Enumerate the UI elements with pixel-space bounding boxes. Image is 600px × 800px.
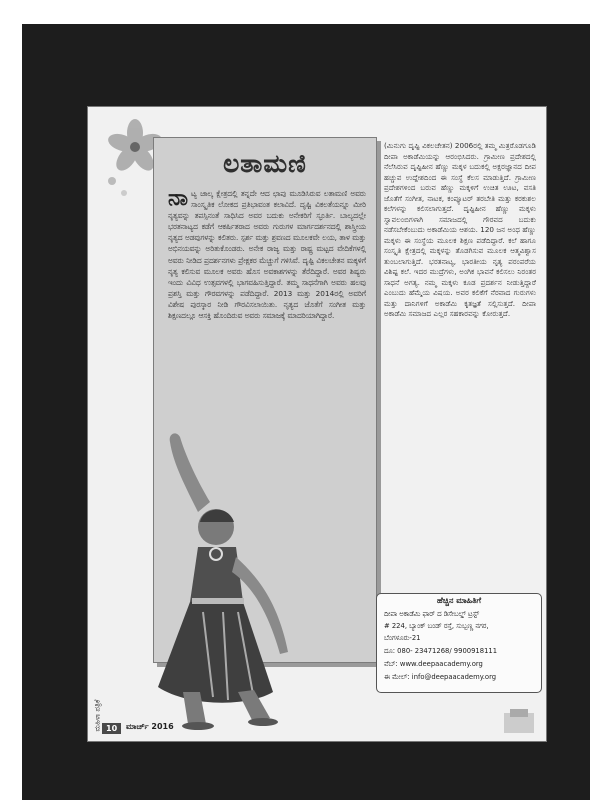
dancer-illustration-icon — [128, 362, 328, 732]
contact-phone: ದೂ: 080- 23471268/ 9900918111 — [384, 647, 498, 655]
article-right-column: (ಮಿನುಗು ದೃಷ್ಟಿ ವಿಕಲಚೇತನ) 2006ರಲ್ಲಿ ತಮ್ಮ ಮಿತ್ರರೊಡಗೂಡಿ ದೀಪಾ ಅಕಾಡೆಮಿಯನ್ನು ಆರಂಭಿಸಿದರು. ಗ್ರಾಮೀಣ ಪ್ರದೇಶದಲ್ಲಿ ನೆಲೆಸಿರುವ ದೃಷ್ಟಿಹೀನ ಹೆಣ್ಣು ಮಕ್ಕಳ ಬದುಕಲ್ಲಿ ಅಕ್ಷರಜ್ಞಾನದ ದೀಪ ಹಚ್ಚುವ ಉದ್ದೇಶದಿಂದ ಈ ಸಂಸ್ಥೆ ಕೆಲಸ ಮಾಡುತ್ತಿದೆ. ಗ್ರಾಮೀಣ ಪ್ರದೇಶಗಳಿಂದ ಬರುವ ಹೆಣ್ಣು ಮಕ್ಕಳಿಗೆ ಉಚಿತ ಊಟ, ವಸತಿ ಜೊತೆಗೆ ಸಂಗೀತ, ನಾಟಕ, ಕಂಪ್ಯೂಟರ್ ತರಬೇತಿ ಮತ್ತು ಕರಕುಶಲ ಕಲೆಗಳನ್ನು ಕಲಿಸಲಾಗುತ್ತದೆ. ದೃಷ್ಟಿಹೀನ ಹೆಣ್ಣು ಮಕ್ಕಳು ಸ್ವಾವಲಂಬಿಗಳಾಗಿ ಸಮಾಜದಲ್ಲಿ ಗೌರವದ ಬದುಕು ನಡೆಸಬೇಕೆಂಬುದು ಅಕಾಡೆಮಿಯ ಆಶಯ. 120 ಜನ ಅಂಧ ಹೆಣ್ಣು ಮಕ್ಕಳು ಈ ಸಂಸ್ಥೆಯ ಮೂಲಕ ಶಿಕ್ಷಣ ಪಡೆದಿದ್ದಾರೆ. ಕಲೆ ಹಾಗೂ ಸಂಸ್ಕೃತಿ ಕ್ಷೇತ್ರದಲ್ಲಿ ಮಕ್ಕಳನ್ನು ತೊಡಗಿಸುವ ಮೂಲಕ ಆತ್ಮವಿಶ್ವಾಸ ತುಂಬಲಾಗುತ್ತಿದೆ. ಭರತನಾಟ್ಯ, ಭಾರತೀಯ ನೃತ್ಯ ಪರಂಪರೆಯ ವಿಶಿಷ್ಟ ಕಲೆ. ಇದರ ಮುದ್ರೆಗಳು, ಅಂಗಿಕ ಭಾವನೆ ಕಲಿಸಲು ನಿರಂತರ ಸಾಧನೆ ಅಗತ್ಯ. ನಮ್ಮ ಮಕ್ಕಳು ಕೂಡ ಪ್ರದರ್ಶನ ನೀಡುತ್ತಿದ್ದಾರೆ ಎಂಬುದು ಹೆಮ್ಮೆಯ ವಿಷಯ. ಅವರ ಕಲಿಕೆಗೆ ನೆರವಾದ ಗುರುಗಳು ಮತ್ತು ದಾನಿಗಳಿಗೆ ಅಕಾಡೆಮಿ ಕೃತಜ್ಞತೆ ಸಲ್ಲಿಸುತ್ತದೆ. ದೀಪಾ ಅಕಾಡೆಮಿ ಸಮಾಜದ ಎಲ್ಲರ ಸಹಕಾರವನ್ನು ಕೋರುತ್ತದೆ. — [384, 141, 536, 318]
drop-cap: ನಾ — [168, 188, 188, 211]
article-body-text: ಟ್ಯ ಜಾಲ್ಕ ಕ್ಷೇತ್ರದಲ್ಲಿ ತನ್ನದೇ ಆದ ಛಾಪು ಮೂಡಿಸಿರುವ ಲತಾಮಣಿ ಅವರು ಸಾಂಸ್ಕೃತಿಕ ಲೋಕದ ಪ್ರತಿಭಾವಂತ ಕಲಾವಿದೆ. ದೃಷ್ಟಿ ವಿಕಲತೆಯನ್ನೂ ಮೀರಿ ನೃತ್ಯವನ್ನು ತಪಸ್ಸಿನಂತೆ ಸಾಧಿಸಿದ ಅವರ ಬದುಕು ಅನೇಕರಿಗೆ ಸ್ಫೂರ್ತಿ. ಬಾಲ್ಯದಲ್ಲೇ ಭರತನಾಟ್ಯದ ಕಡೆಗೆ ಆಕರ್ಷಿತರಾದ ಅವರು ಗುರುಗಳ ಮಾರ್ಗದರ್ಶನದಲ್ಲಿ ಶಾಸ್ತ್ರೀಯ ನೃತ್ಯದ ಅಡವುಗಳನ್ನು ಕಲಿತರು. ಸ್ಪರ್ಶ ಮತ್ತು ಶ್ರವಣದ ಮೂಲಕವೇ ಲಯ, ತಾಳ ಮತ್ತು ಅಭಿನಯವನ್ನು ಅರಿತುಕೊಂಡರು. ಅನೇಕ ರಾಜ್ಯ ಮತ್ತು ರಾಷ್ಟ್ರ ಮಟ್ಟದ ವೇದಿಕೆಗಳಲ್ಲಿ ಅವರು ನೀಡಿದ ಪ್ರದರ್ಶನಗಳು ಪ್ರೇಕ್ಷಕರ ಮೆಚ್ಚುಗೆ ಗಳಿಸಿವೆ. ದೃಷ್ಟಿ ವಿಕಲಚೇತನ ಮಕ್ಕಳಿಗೆ ನೃತ್ಯ ಕಲಿಸುವ ಮೂಲಕ ಅವರು ಹೊಸ ಅವಕಾಶಗಳನ್ನು ತೆರೆದಿದ್ದಾರೆ. ಅವರ ಶಿಷ್ಯರು ಇಂದು ವಿವಿಧ ಉತ್ಸವಗಳಲ್ಲಿ ಭಾಗವಹಿಸುತ್ತಿದ್ದಾರೆ. ತಮ್ಮ ಸಾಧನೆಗಾಗಿ ಅವರು ಹಲವು ಪ್ರಶಸ್ತಿ ಮತ್ತು ಗೌರವಗಳನ್ನು ಪಡೆದಿದ್ದಾರೆ. 2013 ಮತ್ತು 2014ರಲ್ಲಿ ಅವರಿಗೆ ವಿಶೇಷ ಪುರಸ್ಕಾರ ನೀಡಿ ಗೌರವಿಸಲಾಯಿತು. ನೃತ್ಯದ ಜೊತೆಗೆ ಸಂಗೀತ ಮತ್ತು ಶಿಕ್ಷಣದಲ್ಲೂ ಆಸಕ್ತಿ ಹೊಂದಿರುವ ಅವರು ಸಮಾಜಕ್ಕೆ ಮಾದರಿಯಾಗಿದ್ದಾರೆ. — [168, 189, 366, 321]
issue-date: ಮಾರ್ಚ್ 2016 — [126, 722, 174, 731]
contact-email: ಈ ಮೇಲ್: info@deepaacademy.org — [384, 673, 497, 681]
corner-decoration-icon — [502, 707, 538, 735]
contact-address-line1: # 224, ಬ್ಯಾಂಕ್ ಬಂಡ್ ರಸ್ತೆ, ಸುಬ್ಬಣ್ಣ ನಗರ, — [384, 622, 489, 630]
page-footer — [98, 721, 546, 737]
contact-info-box — [376, 593, 542, 693]
magazine-side-label: ಮಹಿಳಾ ಪತ್ರಿಕೆ — [93, 699, 102, 732]
page-number: 10 — [102, 723, 121, 734]
contact-heading: ಹೆಚ್ಚಿನ ಮಾಹಿತಿಗೆ — [436, 596, 482, 605]
newspaper-clipping — [88, 107, 546, 741]
contact-address-line2: ಬೆಂಗಳೂರು-21 — [384, 634, 421, 642]
contact-organization: ದೀಪಾ ಅಕಾಡೆಮಿ ಫಾರ್ ದ ಡಿಸೇಬಲ್ಡ್ ಟ್ರಸ್ಟ್ — [384, 610, 480, 618]
article-title: ಲತಾಮಣಿ — [223, 149, 307, 178]
contact-website: ವೆಬ್: www.deepaacademy.org — [384, 660, 483, 668]
scanner-top-edge — [0, 0, 600, 14]
